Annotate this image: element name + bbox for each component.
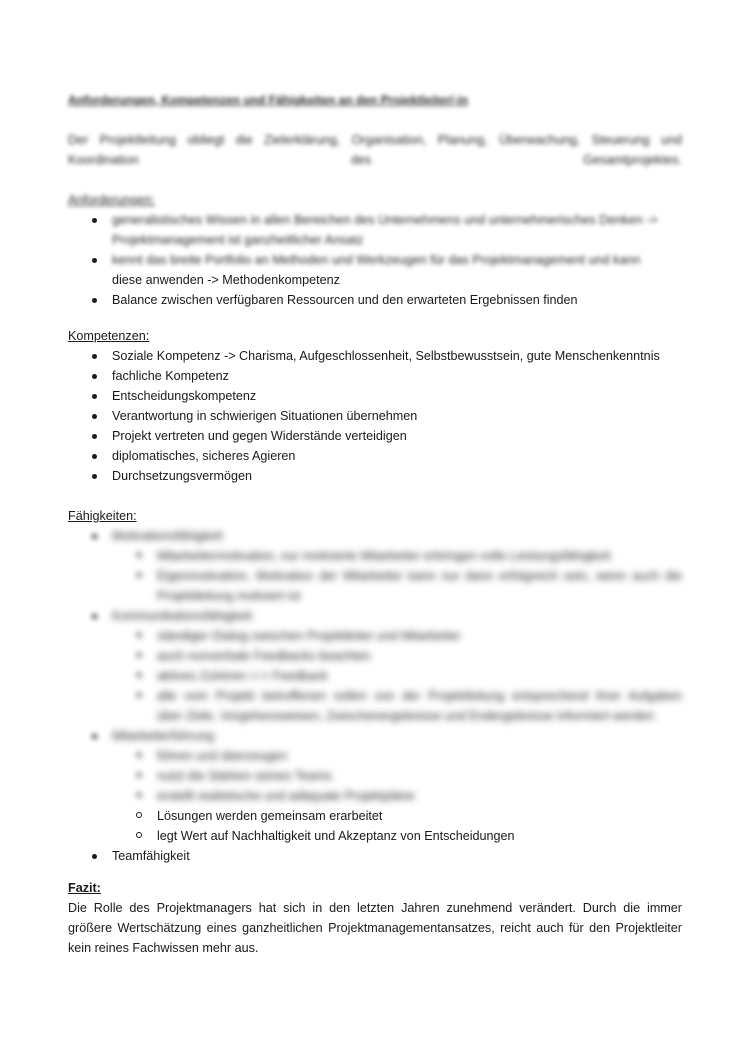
list-item [68,606,682,626]
anforderungen-heading: Anforderungen: [68,193,155,207]
list-item [68,210,682,250]
sub-list-item [68,746,682,766]
team-label: Teamfähigkeit [112,849,190,863]
sub-item-text: Eigenmotivation, Motivation der Mitarbeiter kann nur dann erfolgreich sein, wenn auch die [157,569,682,583]
list-item-text-cont: diese anwenden -> Methodenkompetenz [112,273,340,287]
sub-item-text: ständiger Dialog zwischen Projektleiter und Mitarbeiter [157,629,461,643]
sub-list-item [68,686,682,726]
list-item [68,726,682,746]
faehigkeiten-heading: Fähigkeiten: [68,509,137,523]
list-item [68,526,682,546]
sub-item-text: nutzt die Stärken seines Teams [157,769,332,783]
sub-item-text: Mitarbeitermotivation, nur motivierte Mitarbeiter erbringen volle Leistungsfähigkeit [157,549,611,563]
section-kompetenzen [68,326,682,486]
sub-item-text: erstellt realistische und adäquate Projektpläne [157,789,415,803]
list-item: Entscheidungskompetenz [68,386,682,406]
section-anforderungen [68,190,682,310]
section-faehigkeiten [68,506,682,866]
sub-list-item [68,546,682,566]
intro-paragraph [68,130,682,170]
list-item-text: generalistisches Wissen in allen Bereichen des Unternehmens und unternehmerisches Denken -> [112,213,658,227]
list-item [68,290,682,310]
fazit-heading: Fazit: [68,881,101,895]
list-item: Projekt vertreten und gegen Widerstände verteidigen [68,426,682,446]
sub-list-item [68,626,682,646]
sub-list-item [68,826,682,846]
sub-list-item [68,666,682,686]
list-item: Durchsetzungsvermögen [68,466,682,486]
sub-list-item [68,806,682,826]
section-fazit [68,878,682,958]
mitarbeiter-label: Mitarbeiterführung [112,729,215,743]
list-item-text: kennt das breite Portfolio an Methoden und Werkzeugen für das Projektmanagement und kann [112,253,641,267]
list-item: fachliche Kompetenz [68,366,682,386]
document-title: Anforderungen, Kompetenzen und Fähigkeiten an den Projektleiter/-in [68,93,469,107]
list-item-text: Balance zwischen verfügbaren Ressourcen und den erwarteten Ergebnissen finden [112,293,578,307]
list-item [68,846,682,866]
kompetenzen-heading: Kompetenzen: [68,329,150,343]
list-item [68,250,682,290]
sub-item-text-cont: über Ziele, Vorgehensweisen, Zwischenergebnisse und Endergebnisse informiert werden [157,709,655,723]
sub-item-text: legt Wert auf Nachhaltigkeit und Akzeptanz von Entscheidungen [157,829,515,843]
sub-item-text: alle vom Projekt betroffenen sollen von der Projektleitung entsprechend ihrer Aufgaben [157,689,682,703]
sub-item-text-cont: Projektleitung motiviert ist [157,589,301,603]
sub-item-text: führen und überzeugen [157,749,288,763]
fazit-line: Die Rolle des Projektmanagers hat sich in den letzten Jahren zunehmend verändert. Durch die immer [68,901,682,915]
kommunikation-label: Kommunikationsfähigkeit [112,609,253,623]
motivation-label: Motivationsfähigkeit [112,529,223,543]
fazit-line: größere Wertschätzung eines ganzheitlichen Projektmanagementansatzes, reicht auch für den Projektleiter [68,921,682,935]
intro-text: Der Projektleitung obliegt die Zielerklärung, Organisation, Planung, Überwachung, Steuerung und Koordination des Gesamtprojektes. [68,133,682,167]
list-item-text-cont: Projektmanagement ist ganzheitlicher Ansatz [112,233,364,247]
sub-item-text: aktives Zuhören <-> Feedback [157,669,328,683]
sub-list-item [68,786,682,806]
list-item: Soziale Kompetenz -> Charisma, Aufgeschlossenheit, Selbstbewusstsein, gute Menschenkenntnis [68,346,682,366]
sub-list-item [68,566,682,606]
sub-item-text: auch nonverbale Feedbacks beachten [157,649,371,663]
sub-list-item [68,766,682,786]
sub-item-text: Lösungen werden gemeinsam erarbeitet [157,809,383,823]
sub-list-item [68,646,682,666]
fazit-line: kein reines Fachwissen mehr aus. [68,941,259,955]
list-item: diplomatisches, sicheres Agieren [68,446,682,466]
list-item: Verantwortung in schwierigen Situationen übernehmen [68,406,682,426]
